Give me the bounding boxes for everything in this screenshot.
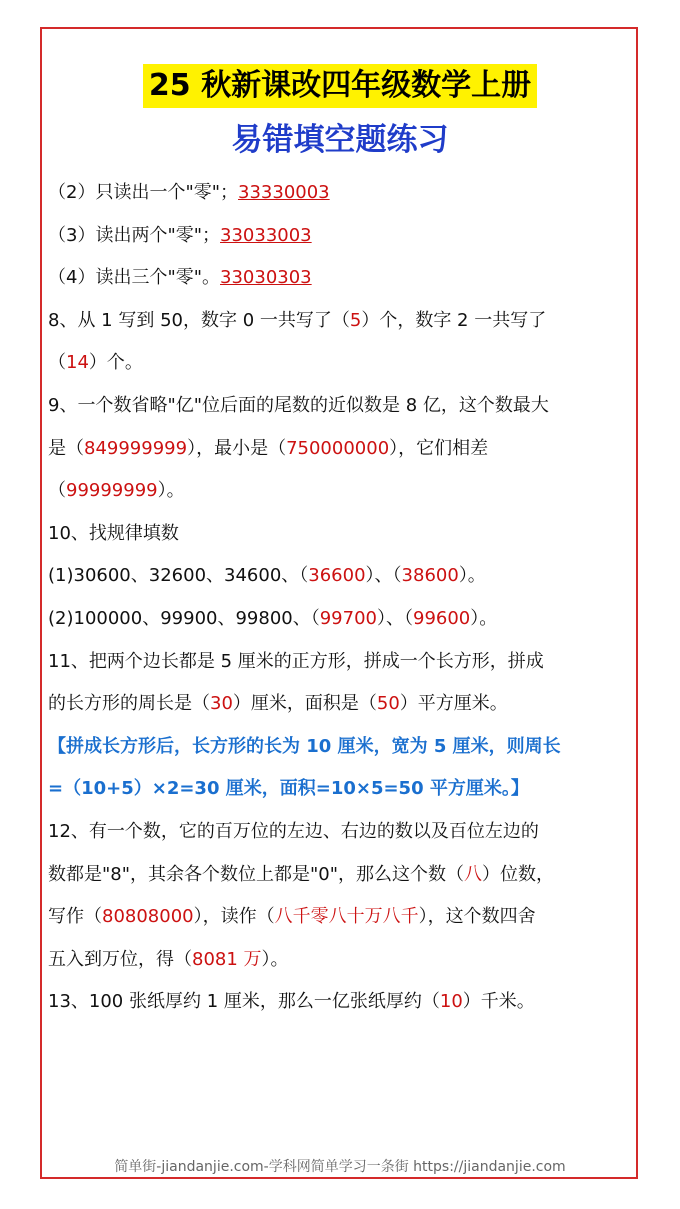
answer: 50 xyxy=(376,693,400,715)
answer: 99999999 xyxy=(66,480,158,502)
solution-note: 【拼成长方形后，长方形的长为 10 厘米，宽为 5 厘米，则周长 xyxy=(48,735,561,757)
question-text: ）。 xyxy=(261,948,289,970)
answer: 33030303 xyxy=(220,267,312,289)
question-line xyxy=(48,981,638,1024)
answer: 30 xyxy=(210,693,233,715)
question-text: ）位数， xyxy=(482,863,555,885)
question-line xyxy=(48,811,638,854)
answer: 99700 xyxy=(319,607,377,629)
question-line xyxy=(48,172,638,215)
answer: 38600 xyxy=(401,565,459,587)
question-text: ），它们相差 xyxy=(389,437,489,459)
exercise-content xyxy=(48,172,638,1024)
question-line xyxy=(48,257,638,300)
question-text: ）平方厘米。 xyxy=(399,693,508,715)
question-text: （2）只读出一个"零"； xyxy=(48,182,239,203)
answer: 八千零八十万八千 xyxy=(274,906,419,928)
question-text: ），这个数四舍 xyxy=(418,906,536,928)
question-text: （4）读出三个"零"。 xyxy=(48,267,221,289)
answer: 14 xyxy=(66,352,89,374)
question-text: 写作（ xyxy=(48,906,102,928)
question-line xyxy=(48,896,638,939)
question-text: 五入到万位，得（ xyxy=(48,948,192,970)
question-text: 是（ xyxy=(48,437,84,459)
question-text: ），最小是（ xyxy=(187,437,287,459)
question-text: （ xyxy=(48,480,66,502)
question-text: ）个。 xyxy=(88,352,143,374)
question-line xyxy=(48,300,638,343)
page-title: 25 秋新课改四年级数学上册 xyxy=(143,64,537,108)
question-text: 的长方形的周长是（ xyxy=(48,693,210,715)
question-line xyxy=(48,513,638,556)
question-text: ）。 xyxy=(157,480,185,502)
question-text: ）、（ xyxy=(365,565,402,587)
question-text: ）厘米，面积是（ xyxy=(232,693,377,715)
question-text: 10、找规律填数 xyxy=(48,522,179,544)
answer: 33330003 xyxy=(238,182,330,203)
question-line xyxy=(48,683,638,726)
question-line xyxy=(48,342,638,385)
question-line xyxy=(48,428,638,471)
title-block xyxy=(0,64,680,108)
question-text: ）。 xyxy=(470,607,498,629)
answer: 36600 xyxy=(308,565,366,587)
question-text: （3）读出两个"零"； xyxy=(48,224,221,246)
answer: 849999999 xyxy=(84,437,188,459)
question-text: （ xyxy=(48,352,66,374)
question-text: ）个，数字 2 一共写了 xyxy=(361,309,547,331)
question-text: 11、把两个边长都是 5 厘米的正方形，拼成一个长方形，拼成 xyxy=(48,650,544,672)
question-text: (2)100000、99900、99800、（ xyxy=(48,607,320,629)
question-line xyxy=(48,641,638,684)
question-text: (1)30600、32600、34600、（ xyxy=(48,565,309,587)
answer: 10 xyxy=(439,991,463,1013)
question-text: 8、从 1 写到 50，数字 0 一共写了（ xyxy=(48,309,350,331)
footer-watermark: 简单街-jiandanjie.com-学科网简单学习一条街 https://jiandanjie.com xyxy=(114,1159,566,1175)
question-text: 9、一个数省略"亿"位后面的尾数的近似数是 8 亿，这个数最大 xyxy=(48,394,549,416)
answer: 5 xyxy=(349,309,362,331)
solution-note: =（10+5）×2=30 厘米，面积=10×5=50 平方厘米。】 xyxy=(48,778,529,800)
answer: 99600 xyxy=(413,607,471,629)
question-text: ）千米。 xyxy=(462,991,535,1013)
answer: 八 xyxy=(464,863,483,885)
question-line xyxy=(48,939,638,982)
question-text: ）、（ xyxy=(377,607,413,629)
answer: 80808000 xyxy=(102,906,194,928)
question-text: ），读作（ xyxy=(193,906,275,928)
answer: 33033003 xyxy=(220,224,312,246)
question-line xyxy=(48,854,638,897)
question-line xyxy=(48,555,638,598)
answer: 8081 万 xyxy=(192,948,262,970)
question-text: 13、100 张纸厚约 1 厘米，那么一亿张纸厚约（ xyxy=(48,991,440,1013)
question-text: 12、有一个数，它的百万位的左边、右边的数以及百位左边的 xyxy=(48,820,539,842)
question-line xyxy=(48,215,638,258)
question-line xyxy=(48,598,638,641)
page-subtitle: 易错填空题练习 xyxy=(231,122,449,158)
question-line xyxy=(48,470,638,513)
answer: 750000000 xyxy=(286,437,390,459)
question-line xyxy=(48,385,638,428)
question-text: 数都是"8"，其余各个数位上都是"0"，那么这个数（ xyxy=(48,863,465,885)
question-text: ）。 xyxy=(458,565,486,587)
